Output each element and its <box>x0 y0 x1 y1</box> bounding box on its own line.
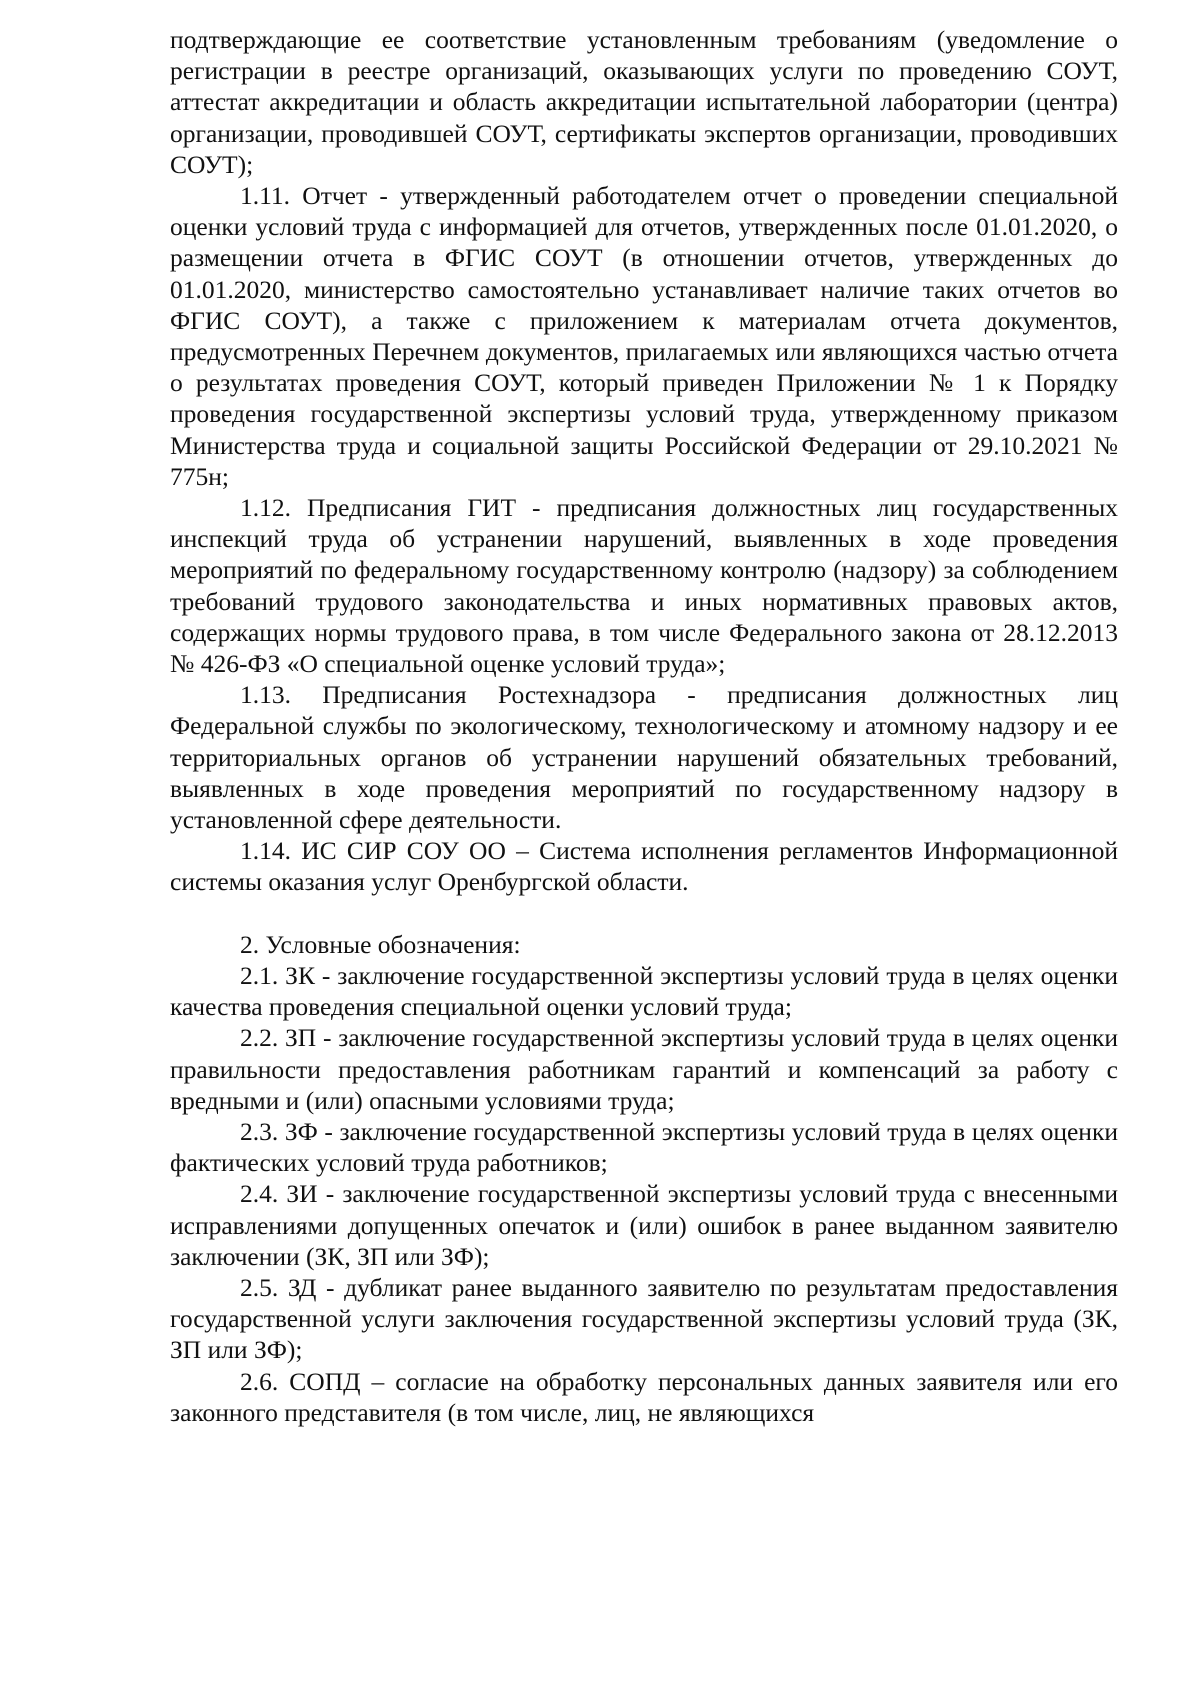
document-page <box>170 24 1118 1428</box>
paragraph-1-13: 1.13. Предписания Ростехнадзора - предписания должностных лиц Федеральной службы по экологическому, технологическому и атомному надзору и ее территориальных органов об устранении нарушений обязательных требований, выявленных в ходе проведения мероприятий по государственному надзору в установленной сфере деятельности. <box>170 680 1118 835</box>
paragraph-2-2: 2.2. ЗП - заключение государственной экспертизы условий труда в целях оценки правильности предоставления работникам гарантий и компенсаций за работу с вредными и (или) опасными условиями труда; <box>170 1023 1118 1115</box>
paragraph-2-4: 2.4. ЗИ - заключение государственной экспертизы условий труда с внесенными исправлениями допущенных опечаток и (или) ошибок в ранее выданном заявителю заключении (ЗК, ЗП или ЗФ); <box>170 1179 1118 1271</box>
paragraph-2-6: 2.6. СОПД – согласие на обработку персональных данных заявителя или его законного представителя (в том числе, лиц, не являющихся <box>170 1366 1118 1427</box>
paragraph-2-3: 2.3. ЗФ - заключение государственной экспертизы условий труда в целях оценки фактических условий труда работников; <box>170 1116 1118 1178</box>
paragraph-1-12: 1.12. Предписания ГИТ - предписания должностных лиц государственных инспекций труда об устранении нарушений, выявленных в ходе проведения мероприятий по федеральному государственному контролю (надзору) за соблюдением требований трудового законодательства и иных нормативных правовых актов, содержащих нормы трудового права, в том числе Федерального закона от 28.12.2013 № 426-ФЗ «О специальной оценке условий труда»; <box>170 493 1118 679</box>
paragraph-intro: подтверждающие ее соответствие установленным требованиям (уведомление о регистрации в реестре организаций, оказывающих услуги по проведению СОУТ, аттестат аккредитации и область аккредитации испытательной лаборатории (центра) организации, проводившей СОУТ, сертификаты экспертов организации, проводивших СОУТ); <box>170 25 1118 179</box>
paragraph-1-11: 1.11. Отчет - утвержденный работодателем отчет о проведении специальной оценки условий труда с информацией для отчетов, утвержденных после 01.01.2020, о размещении отчета в ФГИС СОУТ (в отношении отчетов, утвержденных до 01.01.2020, министерство самостоятельно устанавливает наличие таких отчетов во ФГИС СОУТ), а также с приложением к материалам отчета документов, предусмотренных Перечнем документов, прилагаемых или являющихся частью отчета о результатах проведения СОУТ, который приведен Приложении № 1 к Порядку проведения государственной экспертизы условий труда, утвержденному приказом Министерства труда и социальной защиты Российской Федерации от 29.10.2021 № 775н; <box>170 181 1118 491</box>
paragraph-gap <box>170 898 1118 929</box>
paragraph-1-14: 1.14. ИС СИР СОУ ОО – Система исполнения регламентов Информационной системы оказания услуг Оренбургской области. <box>170 836 1118 897</box>
section-2-heading: 2. Условные обозначения: <box>240 929 521 959</box>
paragraph-2-5: 2.5. ЗД - дубликат ранее выданного заявителю по результатам предоставления государственной услуги заключения государственной экспертизы условий труда (ЗК, ЗП или ЗФ); <box>170 1272 1118 1365</box>
paragraph-2-1: 2.1. ЗК - заключение государственной экспертизы условий труда в целях оценки качества проведения специальной оценки условий труда; <box>170 960 1118 1022</box>
